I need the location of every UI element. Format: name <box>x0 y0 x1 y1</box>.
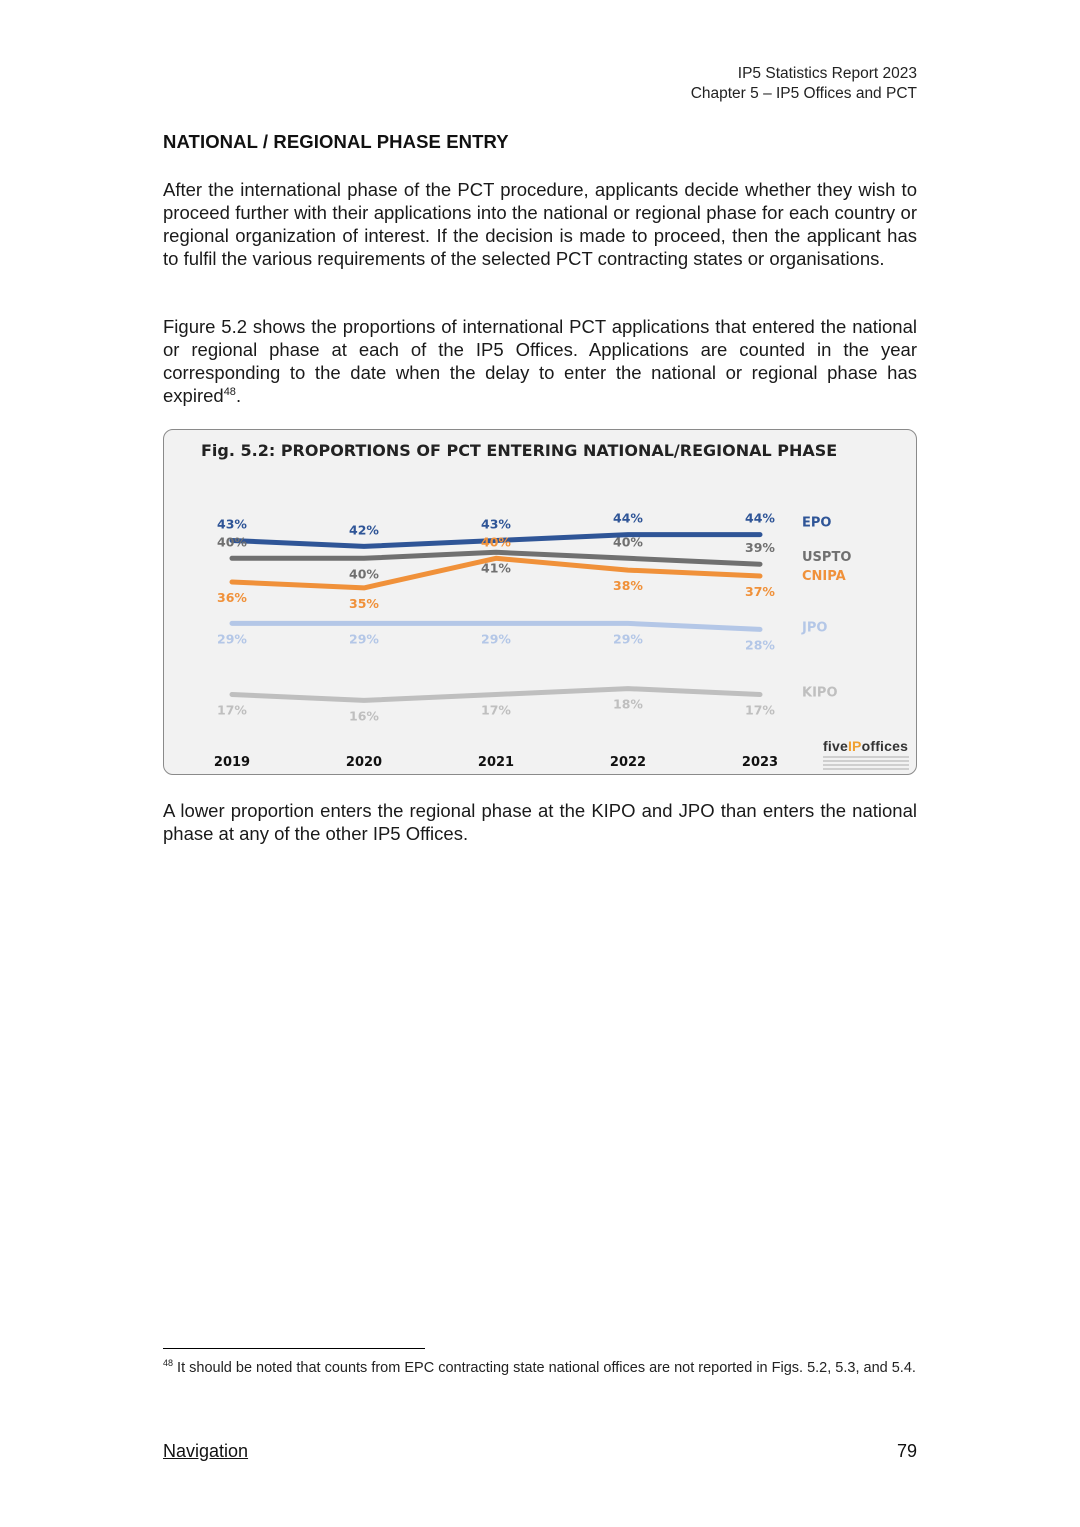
data-label-uspto: 39% <box>745 540 775 556</box>
data-label-jpo: 29% <box>481 631 511 647</box>
report-title: IP5 Statistics Report 2023 <box>737 65 917 82</box>
legend-jpo: JPO <box>802 620 828 636</box>
data-label-jpo: 29% <box>349 631 379 647</box>
legend-cnipa: CNIPA <box>802 569 846 584</box>
legend-kipo: KIPO <box>802 685 838 701</box>
legend-uspto: USPTO <box>802 550 852 566</box>
data-label-kipo: 17% <box>745 702 775 718</box>
data-label-cnipa: 40% <box>481 534 511 550</box>
logo-subtext-lines <box>823 756 909 772</box>
data-label-cnipa: 37% <box>745 584 775 599</box>
legend-epo: EPO <box>802 515 832 531</box>
data-label-cnipa: 36% <box>217 590 247 605</box>
data-label-cnipa: 35% <box>349 595 379 611</box>
data-label-epo: 44% <box>745 510 775 526</box>
fiveipoffices-logo: fiveIPoffices <box>823 738 909 754</box>
figure-5-2 <box>163 429 917 775</box>
data-label-epo: 43% <box>217 516 247 532</box>
line-chart <box>164 430 916 774</box>
data-label-cnipa: 38% <box>613 578 643 594</box>
data-label-epo: 44% <box>613 510 643 526</box>
footnote-text: It should be noted that counts from EPC contracting state national offices are not reported in Figs. 5.2, 5.3, and 5.4. <box>173 1360 916 1376</box>
chapter-title: Chapter 5 – IP5 Offices and PCT <box>690 85 917 102</box>
series-line-jpo <box>232 623 760 629</box>
data-label-uspto: 40% <box>349 566 379 582</box>
data-label-epo: 42% <box>349 522 379 538</box>
data-label-uspto: 41% <box>481 560 511 576</box>
data-label-uspto: 40% <box>217 534 247 550</box>
running-header <box>691 64 917 104</box>
footnote-number: 48 <box>163 1358 174 1369</box>
paragraph-conclusion: A lower proportion enters the regional phase at the KIPO and JPO than enters the national phase at any of the other IP5 Offices. <box>163 800 917 844</box>
paragraph-end-punct: . <box>235 385 242 406</box>
data-label-kipo: 18% <box>613 696 643 712</box>
chart-title: Fig. 5.2: PROPORTIONS OF PCT ENTERING NATIONAL/REGIONAL PHASE <box>201 441 838 460</box>
paragraph-figure-reference-text: Figure 5.2 shows the proportions of international PCT applications that entered the national or regional phase at each of the IP5 Offices. Applications are counted in the year corresponding to the date when the delay to enter the national or regional phase has expired <box>163 316 917 406</box>
section-title: NATIONAL / REGIONAL PHASE ENTRY <box>163 131 509 152</box>
paragraph-figure-reference <box>163 315 917 407</box>
x-tick-label: 2019 <box>213 755 251 770</box>
x-tick-label: 2021 <box>477 755 515 770</box>
paragraph-intro: After the international phase of the PCT procedure, applicants decide whether they wish to proceed further with their applications into the national or regional phase for each country or regional organization of interest. If the decision is made to proceed, then the applicant has to fulfil the various requirements of the selected PCT contracting states or organisations. <box>163 179 917 269</box>
data-label-epo: 43% <box>481 516 511 532</box>
data-label-jpo: 29% <box>217 631 247 647</box>
footnote-marker[interactable]: 48 <box>223 385 236 398</box>
navigation-link[interactable]: Navigation <box>163 1441 249 1461</box>
data-label-kipo: 17% <box>217 702 247 718</box>
footnote-divider <box>163 1348 425 1349</box>
data-label-kipo: 17% <box>481 702 511 718</box>
x-tick-label: 2022 <box>609 755 647 770</box>
x-tick-label: 2020 <box>345 755 383 770</box>
data-label-kipo: 16% <box>349 708 379 724</box>
data-label-jpo: 29% <box>613 631 643 647</box>
page-number: 79 <box>896 1441 917 1461</box>
data-label-uspto: 40% <box>613 534 643 550</box>
footnote <box>163 1359 917 1378</box>
data-label-jpo: 28% <box>745 637 775 653</box>
x-tick-label: 2023 <box>741 755 779 770</box>
